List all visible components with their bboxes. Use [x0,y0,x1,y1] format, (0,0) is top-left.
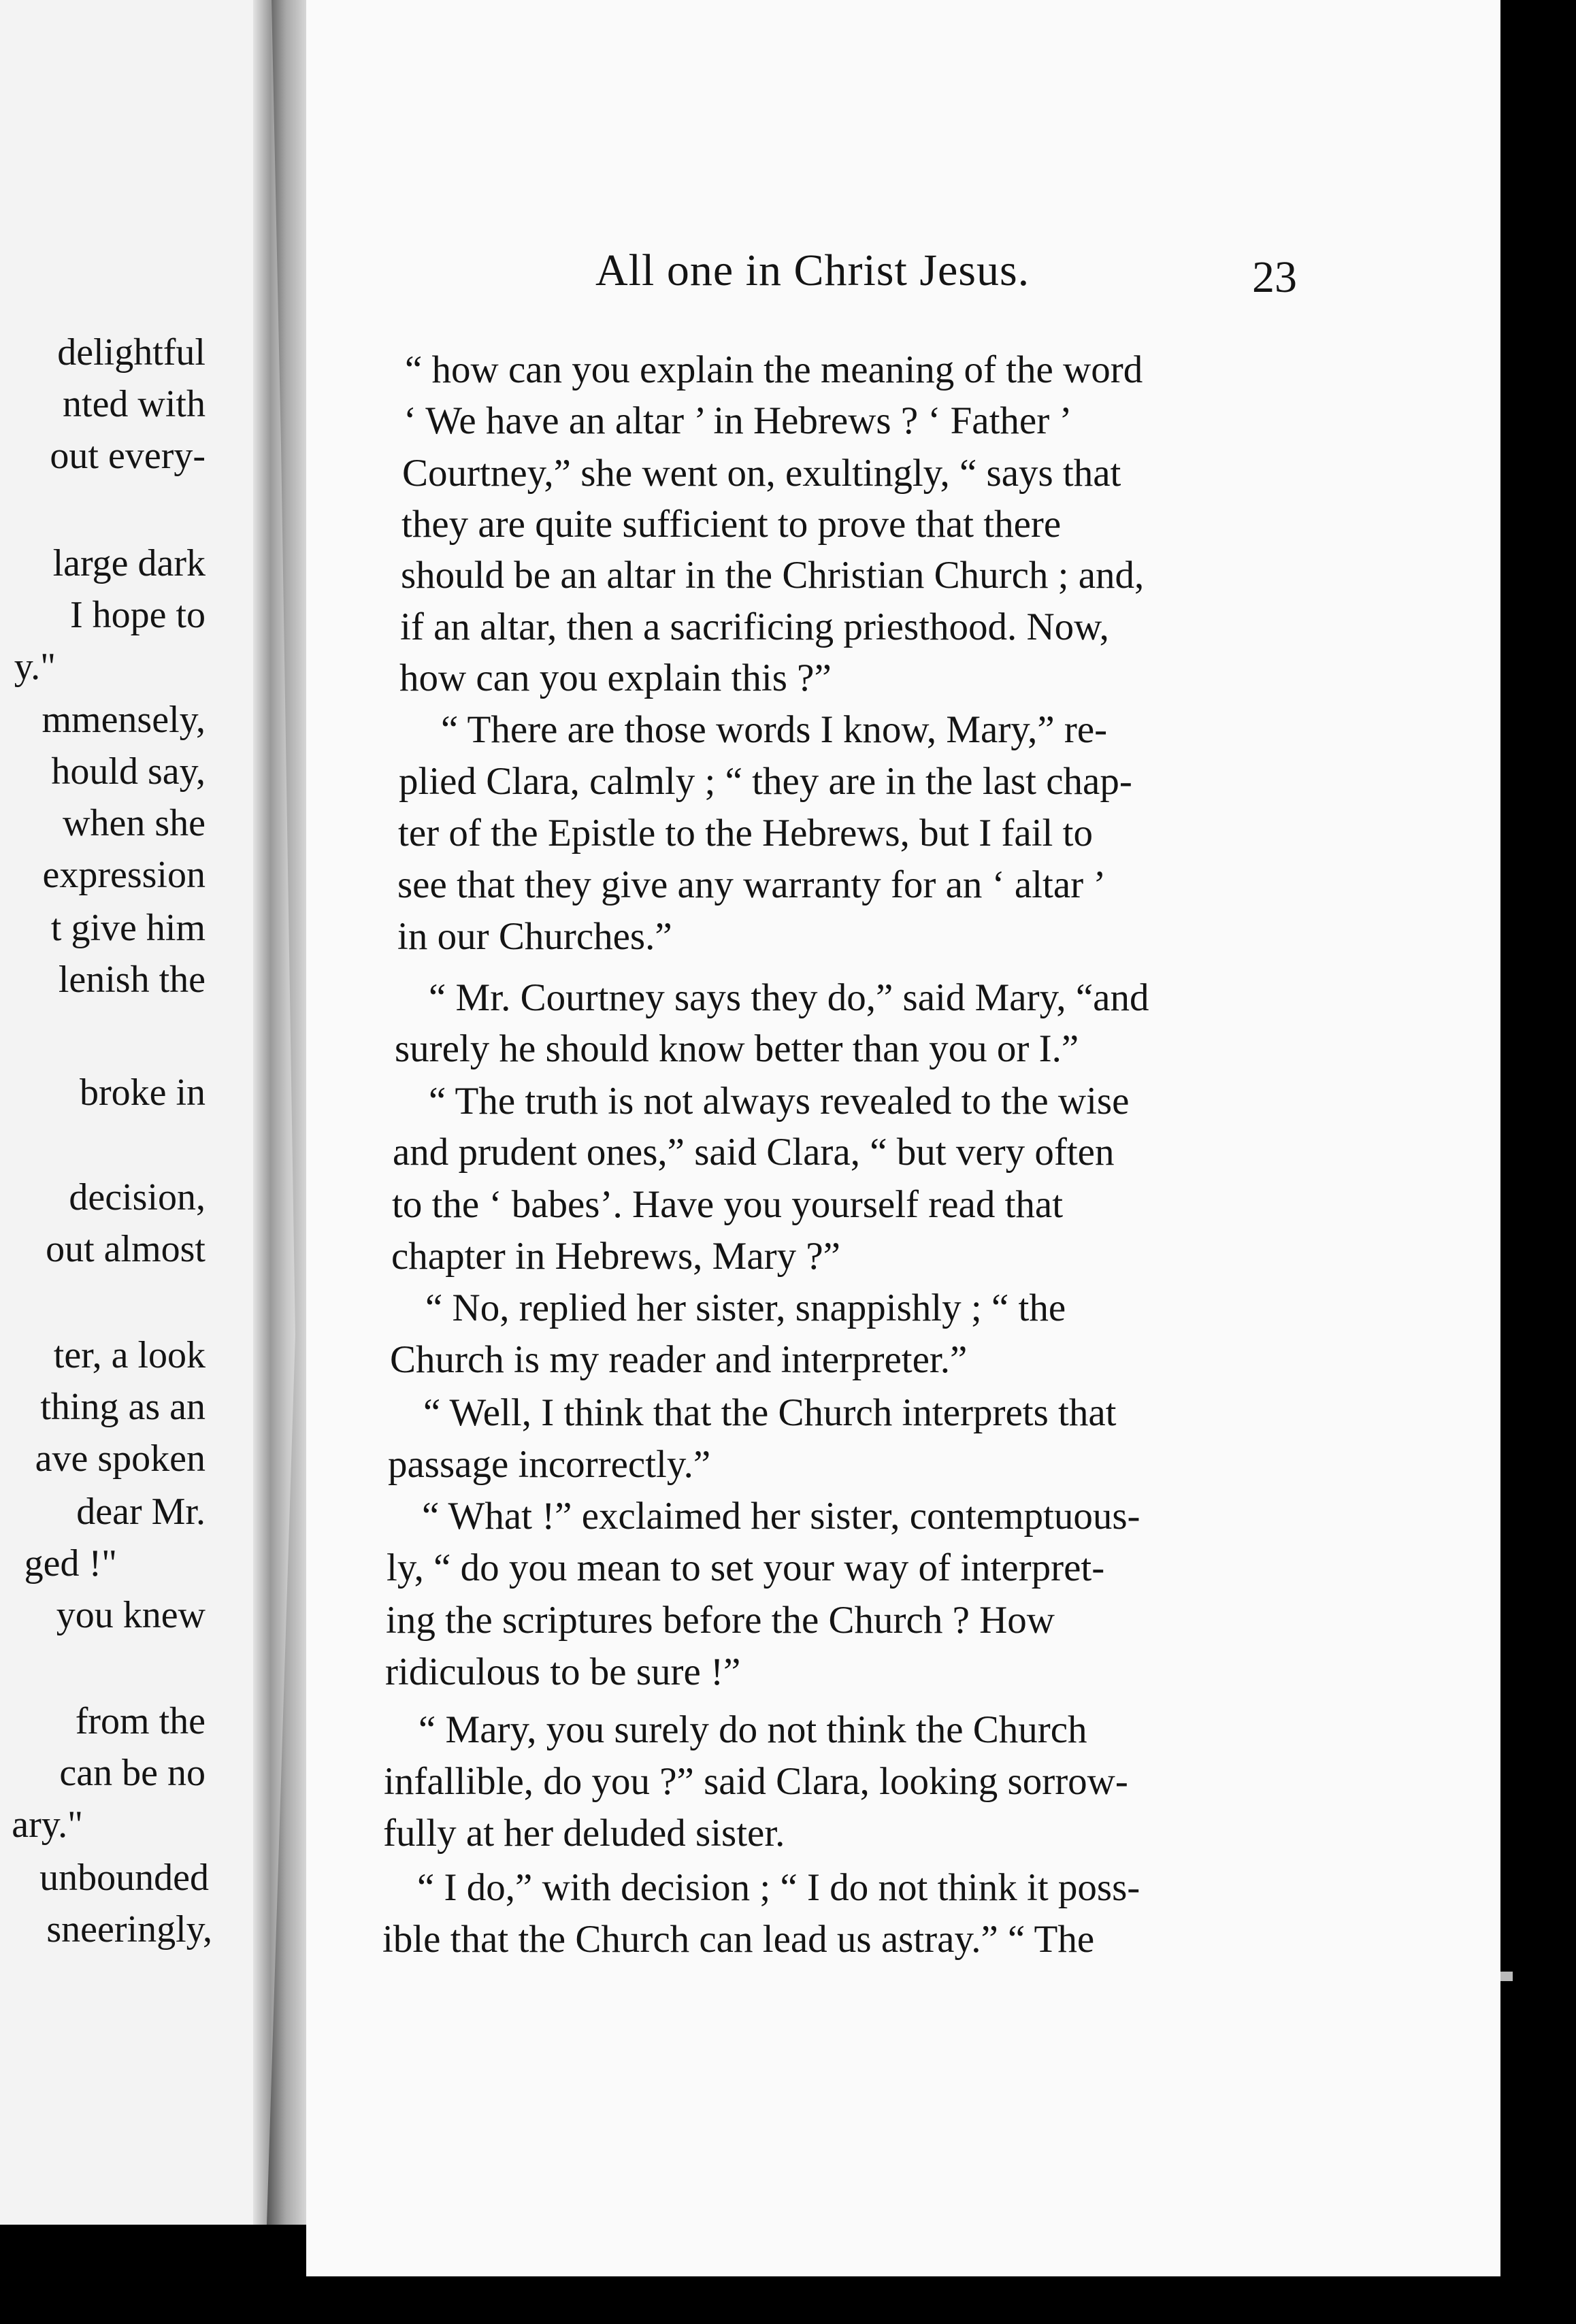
left-page-line: expression [42,854,206,896]
left-page-line: decision, [69,1176,206,1218]
body-line: infallible, do you ?” said Clara, looking sorrow- [384,1760,1128,1803]
left-page-line: mmensely, [42,699,206,741]
page-edge-speck [1500,1972,1513,1981]
body-line: ridiculous to be sure !” [385,1650,741,1693]
body-line: to the ‘ babes’. Have you yourself read that [392,1183,1064,1226]
right-page [306,0,1500,2276]
body-line: “ There are those words I know, Mary,” re- [441,708,1108,751]
left-page-line: y." [14,646,56,688]
body-line: ing the scriptures before the Church ? How [386,1599,1055,1642]
left-page-line: you knew [56,1594,206,1636]
body-line: Courtney,” she went on, exultingly, “ says that [402,452,1121,495]
left-page-line: nted with [63,383,206,425]
left-page-line: I hope to [69,594,206,636]
body-line: see that they give any warranty for an ‘ altar ’ [397,863,1106,906]
body-line: “ Mr. Courtney says they do,” said Mary, “and [429,976,1149,1019]
left-page-line: when she [63,802,206,844]
left-page-line: lenish the [58,959,206,1001]
left-page-line: broke in [79,1072,206,1114]
left-page-line: t give him [50,907,206,949]
body-line: should be an altar in the Christian Church ; and, [401,554,1145,597]
left-page-line: dear Mr. [76,1491,206,1533]
body-line: “ I do,” with decision ; “ I do not think it poss- [417,1866,1140,1909]
left-page-line: unbounded [39,1857,209,1899]
body-line: if an altar, then a sacrificing priesthood. Now, [400,605,1109,648]
page-number: 23 [1252,252,1297,302]
body-line: in our Churches.” [397,915,672,958]
body-line: “ Well, I think that the Church interprets that [423,1391,1117,1434]
left-page-line: delightful [57,331,206,374]
left-page-line: ter, a look [53,1334,206,1376]
body-text [306,0,1500,2276]
body-line: “ how can you explain the meaning of the word [405,348,1143,391]
body-line: “ The truth is not always revealed to the wise [429,1080,1130,1123]
body-line: “ No, replied her sister, snappishly ; “ the [425,1286,1066,1329]
body-line: fully at her deluded sister. [383,1812,785,1855]
left-page-line: from the [75,1700,206,1742]
body-line: chapter in Hebrews, Mary ?” [391,1235,840,1278]
left-page-line: out every- [50,435,206,477]
body-line: “ Mary, you surely do not think the Church [418,1708,1087,1751]
body-line: Church is my reader and interpreter.” [390,1338,968,1381]
running-title: All one in Christ Jesus. [595,246,1030,295]
left-page [0,0,255,2225]
body-line: ly, “ do you mean to set your way of interpret- [387,1546,1105,1589]
body-line: ible that the Church can lead us astray.” “ The [382,1918,1095,1961]
left-page-line: ged !" [24,1542,117,1584]
body-line: plied Clara, calmly ; “ they are in the last chap- [399,760,1132,803]
body-line: they are quite sufficient to prove that there [401,503,1062,546]
left-page-line: thing as an [40,1386,206,1428]
left-page-line: sneeringly, [46,1908,212,1950]
left-page-line: large dark [52,542,206,584]
body-line: surely he should know better than you or I.” [395,1027,1079,1070]
body-line: “ What !” exclaimed her sister, contemptuous- [422,1495,1140,1538]
body-line: ter of the Epistle to the Hebrews, but I fail to [398,812,1093,854]
body-line: ‘ We have an altar ’ in Hebrews ? ‘ Father ’ [404,399,1072,442]
left-page-line: out almost [46,1228,206,1270]
left-page-line: can be no [59,1752,206,1794]
body-line: passage incorrectly.” [388,1443,711,1486]
left-page-line: ave spoken [35,1438,206,1480]
left-page-line: ary." [12,1804,83,1846]
body-line: how can you explain this ?” [399,657,832,699]
body-line: and prudent ones,” said Clara, “ but very often [393,1131,1115,1174]
left-page-line: hould say, [51,750,206,793]
